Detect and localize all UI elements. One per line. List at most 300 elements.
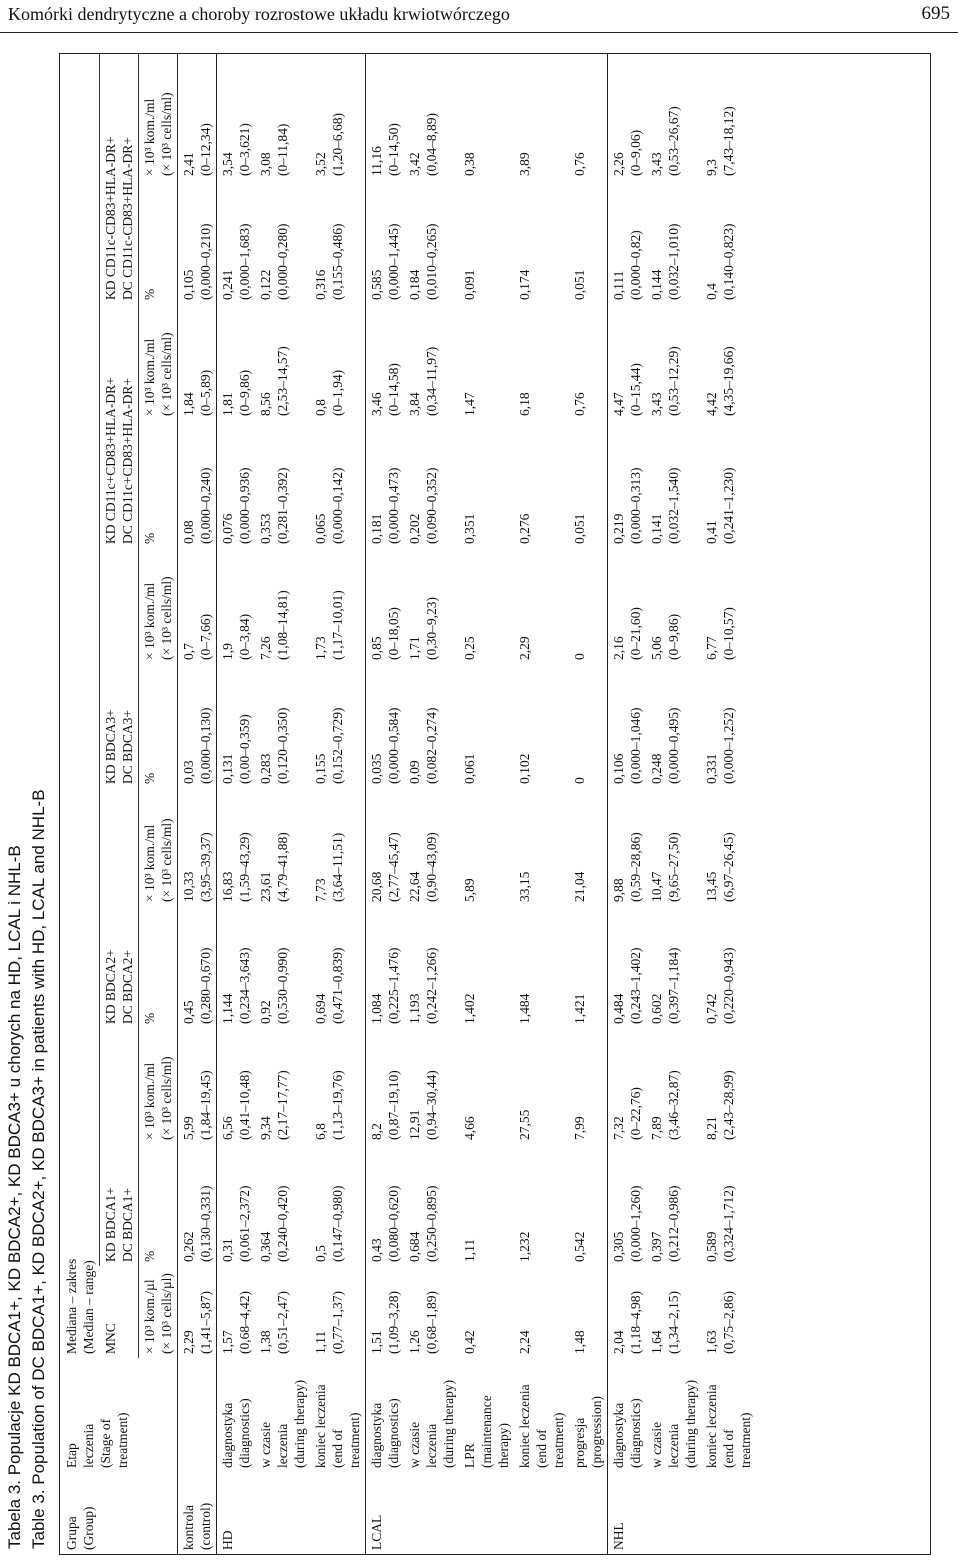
value-cell-line: (0,000–0,495) — [666, 707, 681, 784]
value-cell — [217, 180, 256, 304]
stage-label-line: (diagnostics) — [237, 1398, 252, 1468]
header-unit-percent-line: % — [142, 1012, 157, 1024]
stage-label — [310, 1358, 366, 1472]
value-cell — [404, 906, 459, 1028]
value-cell — [459, 664, 514, 788]
value-cell — [608, 664, 647, 788]
value-cell — [646, 1028, 701, 1144]
header-unit-ml-line: (× 10³ cells/ml) — [159, 1056, 174, 1140]
value-cell-line: 2,26 — [611, 152, 626, 176]
value-cell-line: 0,08 — [181, 520, 196, 544]
rotated-table-block — [5, 45, 945, 1555]
value-cell — [404, 304, 459, 420]
table-row — [404, 54, 459, 1554]
value-cell-line: 1,57 — [220, 1330, 235, 1354]
header-cd83-pos — [100, 304, 139, 548]
value-cell-line: 2,24 — [517, 1330, 532, 1354]
value-cell — [404, 664, 459, 788]
value-cell-line: 1,402 — [462, 993, 477, 1024]
value-cell — [310, 304, 366, 420]
value-cell-line: (0,000–0,936) — [237, 467, 252, 544]
value-cell-line: 1,71 — [407, 636, 422, 660]
value-cell — [608, 304, 647, 420]
group-label — [366, 1472, 608, 1554]
value-cell-line: 1,38 — [258, 1330, 273, 1354]
value-cell-line: 0,484 — [611, 993, 626, 1024]
value-cell — [608, 788, 647, 906]
value-cell-line: 9,34 — [258, 1116, 273, 1140]
value-cell-line: (1,13–19,76) — [330, 1070, 345, 1140]
value-cell — [217, 788, 256, 906]
value-cell — [569, 420, 608, 548]
value-cell-line: (0,130–0,331) — [198, 1185, 213, 1262]
header-unit-ml-line: (× 10³ cells/ml) — [159, 576, 174, 660]
table-row — [608, 54, 647, 1554]
value-cell-line: 7,89 — [649, 1116, 664, 1140]
header-cd83-pos-line: KD CD11c+CD83+HLA-DR+ — [103, 377, 118, 544]
value-cell-line: 1,11 — [462, 1238, 477, 1262]
value-cell — [608, 180, 647, 304]
value-cell — [701, 664, 756, 788]
stage-label-line: leczenia — [666, 1423, 681, 1468]
value-cell — [178, 548, 217, 664]
value-cell-line: 27,55 — [517, 1109, 532, 1140]
stage-label-line: progresja — [572, 1417, 587, 1468]
value-cell — [569, 1144, 608, 1266]
stage-label — [404, 1358, 459, 1472]
value-cell-line: (0,000–0,280) — [275, 223, 290, 300]
header-unit-percent-line: % — [142, 532, 157, 544]
header-unit-percent — [139, 906, 178, 1028]
value-cell-line: 4,42 — [704, 392, 719, 416]
value-cell-line: 0,694 — [313, 993, 328, 1024]
table-row — [178, 54, 217, 1554]
stage-label — [701, 1358, 756, 1472]
value-cell — [255, 420, 310, 548]
header-group-line: Grupa — [64, 1516, 79, 1550]
header-median — [60, 54, 100, 1358]
value-cell-line: 1,51 — [369, 1330, 384, 1354]
value-cell — [255, 548, 310, 664]
value-cell-line: (1,09–3,28) — [386, 1291, 401, 1354]
value-cell-line: 3,84 — [407, 392, 422, 416]
value-cell-line: 0,5 — [313, 1245, 328, 1262]
table-row — [569, 54, 608, 1554]
value-cell-line: 6,18 — [517, 392, 532, 416]
value-cell — [178, 1144, 217, 1266]
value-cell-line: (1,59–43,29) — [237, 832, 252, 902]
table-row — [646, 54, 701, 1554]
group-label-line: NHL — [611, 1522, 626, 1550]
stage-label — [178, 1358, 217, 1472]
value-cell — [701, 54, 756, 180]
value-cell-line: (0–18,05) — [386, 607, 401, 660]
value-cell — [178, 180, 217, 304]
value-cell-line: 0,684 — [407, 1231, 422, 1262]
value-cell — [701, 180, 756, 304]
header-stage-line: Etap — [64, 1443, 79, 1468]
value-cell-line: (1,41–5,87) — [198, 1291, 213, 1354]
value-cell-line: (0,000–0,130) — [198, 707, 213, 784]
stage-label — [608, 1358, 647, 1472]
value-cell — [514, 1144, 569, 1266]
value-cell-line: 2,41 — [181, 152, 196, 176]
value-cell — [217, 1144, 256, 1266]
value-cell — [310, 180, 366, 304]
value-cell-line: 0,141 — [649, 513, 664, 544]
value-cell-line: 0,144 — [649, 269, 664, 300]
stage-label-line: (end of — [721, 1429, 736, 1468]
value-cell-line: 23,61 — [258, 871, 273, 902]
value-cell-line: 1,26 — [407, 1330, 422, 1354]
value-cell-line: 10,47 — [649, 871, 664, 902]
value-cell-line: 0,111 — [611, 270, 626, 300]
value-cell-line: (0,032–1,540) — [666, 467, 681, 544]
value-cell — [217, 1266, 256, 1358]
value-cell — [569, 1028, 608, 1144]
value-cell-line: (7,43–18,12) — [721, 106, 736, 176]
value-cell-line: (0,032–1,010) — [666, 223, 681, 300]
value-cell-line: 0,061 — [462, 753, 477, 784]
header-bdca2-line: DC BDCA2+ — [120, 950, 135, 1024]
value-cell — [217, 906, 256, 1028]
stage-label-line: (progression) — [589, 1396, 604, 1468]
value-cell-line: 0,25 — [462, 636, 477, 660]
value-cell-line: 0,316 — [313, 269, 328, 300]
value-cell-line: 0,45 — [181, 1000, 196, 1024]
value-cell-line: 0,397 — [649, 1231, 664, 1262]
value-cell-line: (0,061–2,372) — [237, 1185, 252, 1262]
value-cell — [646, 420, 701, 548]
value-cell-line: 0,035 — [369, 753, 384, 784]
value-cell — [459, 420, 514, 548]
value-cell — [701, 1028, 756, 1144]
value-cell-line: 0,241 — [220, 269, 235, 300]
value-cell — [569, 54, 608, 180]
value-cell-line: 0,41 — [704, 520, 719, 544]
header-unit-ml-line: (× 10³ cells/ml) — [159, 332, 174, 416]
value-cell — [255, 304, 310, 420]
value-cell — [178, 788, 217, 906]
value-cell-line: (0,140–0,823) — [721, 223, 736, 300]
value-cell — [217, 54, 256, 180]
value-cell-line: 0,106 — [611, 753, 626, 784]
value-cell — [701, 548, 756, 664]
value-cell-line: 0,283 — [258, 753, 273, 784]
value-cell-line: 0,76 — [572, 152, 587, 176]
stage-label-line: diagnostyka — [611, 1402, 626, 1468]
value-cell — [569, 548, 608, 664]
stage-label-line: koniec leczenia — [313, 1384, 328, 1468]
value-cell-line: 4,47 — [611, 392, 626, 416]
value-cell — [217, 664, 256, 788]
value-cell — [608, 1028, 647, 1144]
value-cell-line: 0,92 — [258, 1000, 273, 1024]
header-unit-ml-line: × 10³ kom./ml — [142, 824, 157, 902]
value-cell-line: (0–9,86) — [237, 369, 252, 416]
value-cell-line: 9,3 — [704, 159, 719, 176]
table-row — [366, 54, 405, 1554]
value-cell-line: (0,281–0,392) — [275, 467, 290, 544]
value-cell — [514, 664, 569, 788]
value-cell — [366, 304, 405, 420]
header-unit-ml — [139, 304, 178, 420]
stage-label-line: (during therapy) — [441, 1379, 456, 1468]
value-cell — [701, 1266, 756, 1358]
value-cell — [178, 420, 217, 548]
group-label — [608, 1472, 757, 1554]
value-cell-line: 13,45 — [704, 871, 719, 902]
value-cell-line: 0,7 — [181, 643, 196, 660]
value-cell-line: (0,000–0,584) — [386, 707, 401, 784]
value-cell-line: (0,90–43,09) — [424, 832, 439, 902]
value-cell-line: 0,742 — [704, 993, 719, 1024]
value-cell-line: (1,84–19,45) — [198, 1070, 213, 1140]
group-label — [178, 1472, 217, 1554]
header-bdca2-line: KD BDCA2+ — [103, 949, 118, 1024]
value-cell-line: 0,202 — [407, 513, 422, 544]
value-cell-line: 0,602 — [649, 993, 664, 1024]
running-header — [0, 0, 960, 28]
header-bdca1-line: KD BDCA1+ — [103, 1187, 118, 1262]
value-cell-line: (0,010–0,265) — [424, 223, 439, 300]
stage-label-line: leczenia — [424, 1423, 439, 1468]
value-cell-line: (0,530–0,990) — [275, 947, 290, 1024]
header-bdca2 — [100, 788, 139, 1028]
stage-label — [255, 1358, 310, 1472]
header-group-line: (Group) — [81, 1506, 96, 1550]
header-unit-ml — [139, 1028, 178, 1144]
header-mnc-line: MNC — [102, 1323, 118, 1354]
table-row — [255, 54, 310, 1554]
stage-label-line: (maintenance — [479, 1395, 494, 1468]
value-cell-line: 0,155 — [313, 753, 328, 784]
stage-label-line: (during therapy) — [292, 1379, 307, 1468]
value-cell-line: (0,212–0,986) — [666, 1185, 681, 1262]
value-cell-line: (0,53–12,29) — [666, 346, 681, 416]
value-cell-line: (0,243–1,402) — [628, 947, 643, 1024]
value-cell-line: (0–1,94) — [330, 369, 345, 416]
value-cell — [404, 180, 459, 304]
value-cell-line: 0,589 — [704, 1231, 719, 1262]
value-cell — [366, 664, 405, 788]
value-cell-line: (0,000–1,252) — [721, 707, 736, 784]
value-cell-line: 1,73 — [313, 636, 328, 660]
header-cd83-pos-line: DC CD11c+CD83+HLA-DR+ — [120, 378, 135, 544]
value-cell-line: (0–3,84) — [237, 613, 252, 660]
value-cell-line: 0,184 — [407, 269, 422, 300]
stage-label-line: (diagnostics) — [386, 1398, 401, 1468]
value-cell-line: 0,09 — [407, 760, 422, 784]
value-cell-line: (0,000–1,445) — [386, 223, 401, 300]
value-cell-line: (2,77–45,47) — [386, 832, 401, 902]
value-cell-line: (0,280–0,670) — [198, 947, 213, 1024]
value-cell-line: (0,68–1,89) — [424, 1291, 439, 1354]
header-unit-ml — [139, 548, 178, 664]
value-cell — [701, 1144, 756, 1266]
header-cd83-neg-line: KD CD11c-CD83+HLA-DR+ — [103, 136, 118, 300]
value-cell-line: 0,105 — [181, 269, 196, 300]
value-cell-line: 6,8 — [313, 1123, 328, 1140]
value-cell-line: 0,102 — [517, 753, 532, 784]
stage-label-line: therapy) — [496, 1423, 511, 1468]
value-cell — [310, 788, 366, 906]
value-cell — [608, 906, 647, 1028]
value-cell — [255, 1144, 310, 1266]
value-cell — [459, 1028, 514, 1144]
stage-label-line: koniec leczenia — [517, 1384, 532, 1468]
value-cell — [646, 304, 701, 420]
value-cell-line: (1,08–14,81) — [275, 590, 290, 660]
value-cell-line: (0,53–26,67) — [666, 106, 681, 176]
value-cell — [255, 1028, 310, 1144]
value-cell-line: 5,89 — [462, 878, 477, 902]
header-stage — [60, 1358, 178, 1472]
value-cell — [701, 906, 756, 1028]
value-cell — [217, 1028, 256, 1144]
page-number: 695 — [921, 3, 950, 24]
value-cell-line: 0,091 — [462, 269, 477, 300]
group-label-line: kontrola — [181, 1505, 196, 1550]
value-cell-line: (0,59–28,86) — [628, 832, 643, 902]
value-cell-line: 8,56 — [258, 392, 273, 416]
value-cell-line: 1,144 — [220, 993, 235, 1024]
header-unit-mnc-line: × 10³ kom./µl — [142, 1279, 157, 1354]
stage-label-line: LPR — [462, 1443, 477, 1468]
stage-label — [459, 1358, 514, 1472]
header-unit-percent-line: % — [142, 1250, 157, 1262]
value-cell-line: 3,52 — [313, 152, 328, 176]
header-median-line: Mediana – zakres — [64, 1258, 79, 1354]
caption-polish: Tabela 3. Populacje KD BDCA1+, KD BDCA2+, KD BDCA3+ u chorych na HD, LCAL i NHL-B — [5, 845, 24, 1549]
value-cell — [178, 664, 217, 788]
value-cell-line: 1,47 — [462, 392, 477, 416]
value-cell — [310, 420, 366, 548]
value-cell-line: (0,41–10,48) — [237, 1070, 252, 1140]
stage-label-line: treatment) — [347, 1412, 362, 1468]
value-cell — [404, 1266, 459, 1358]
value-cell — [404, 1028, 459, 1144]
header-unit-percent-line: % — [142, 772, 157, 784]
value-cell-line: 3,89 — [517, 152, 532, 176]
value-cell-line: 5,06 — [649, 636, 664, 660]
header-unit-ml-line: × 10³ kom./ml — [142, 1062, 157, 1140]
value-cell-line: 0,43 — [369, 1238, 384, 1262]
value-cell-line: (0,242–1,266) — [424, 947, 439, 1024]
group-label-line: LCAL — [369, 1514, 384, 1550]
header-unit-percent — [139, 1144, 178, 1266]
value-cell-line: (0,00–0,359) — [237, 714, 252, 784]
value-cell — [608, 54, 647, 180]
header-mnc — [100, 1266, 139, 1358]
value-cell-line: 8,2 — [369, 1123, 384, 1140]
value-cell-line: (3,64–11,51) — [330, 832, 345, 902]
value-cell-line: (0–10,57) — [721, 607, 736, 660]
value-cell-line: 0,331 — [704, 753, 719, 784]
header-unit-mnc-line: (× 10³ cells/µl) — [159, 1273, 174, 1354]
value-cell-line: (0,471–0,839) — [330, 947, 345, 1024]
value-cell — [366, 788, 405, 906]
value-cell — [310, 54, 366, 180]
value-cell-line: 21,04 — [572, 871, 587, 902]
value-cell-line: 33,15 — [517, 871, 532, 902]
value-cell — [404, 1144, 459, 1266]
value-cell-line: (0,34–11,97) — [424, 346, 439, 416]
value-cell — [646, 54, 701, 180]
value-cell — [514, 788, 569, 906]
caption-english: Table 3. Population of DC BDCA1+, KD BDCA2+, KD BDCA3+ in patients with HD, LCAL and NHL-B — [29, 789, 48, 1549]
value-cell-line: 2,29 — [181, 1330, 196, 1354]
stage-label-line: leczenia — [275, 1423, 290, 1468]
value-cell-line: (1,20–6,68) — [330, 113, 345, 176]
value-cell-line: (0,250–0,895) — [424, 1185, 439, 1262]
header-unit-percent — [139, 180, 178, 304]
value-cell-line: 0,181 — [369, 513, 384, 544]
value-cell — [608, 1266, 647, 1358]
value-cell-line: (0,87–19,10) — [386, 1070, 401, 1140]
value-cell-line: 7,32 — [611, 1116, 626, 1140]
value-cell-line: 0,364 — [258, 1231, 273, 1262]
value-cell — [366, 1028, 405, 1144]
value-cell-line: 0,42 — [462, 1330, 477, 1354]
value-cell — [608, 420, 647, 548]
value-cell-line: 16,83 — [220, 871, 235, 902]
value-cell — [178, 1266, 217, 1358]
stage-label-line: (during therapy) — [683, 1379, 698, 1468]
value-cell-line: 0,76 — [572, 392, 587, 416]
value-cell-line: (0–14,58) — [386, 363, 401, 416]
value-cell-line: 4,66 — [462, 1116, 477, 1140]
stage-label-line: diagnostyka — [220, 1402, 235, 1468]
value-cell-line: 0,051 — [572, 513, 587, 544]
value-cell — [569, 664, 608, 788]
value-cell-line: (0–5,89) — [198, 369, 213, 416]
value-cell-line: 1,232 — [517, 1231, 532, 1262]
header-rule — [0, 32, 958, 33]
value-cell — [178, 54, 217, 180]
value-cell-line: (0,000–0,240) — [198, 467, 213, 544]
header-group — [60, 1472, 178, 1554]
table-row — [217, 54, 256, 1554]
value-cell — [366, 548, 405, 664]
stage-label-line: w czasie — [649, 1421, 664, 1468]
table-row — [701, 54, 756, 1554]
value-cell — [701, 788, 756, 906]
value-cell — [255, 664, 310, 788]
value-cell-line: (0,234–3,643) — [237, 947, 252, 1024]
value-cell-line: 3,46 — [369, 392, 384, 416]
value-cell-line: 11,16 — [369, 146, 384, 176]
value-cell-line: 0,131 — [220, 753, 235, 784]
value-cell-line: 0 — [572, 777, 587, 784]
stage-label-line: (diagnostics) — [628, 1398, 643, 1468]
value-cell — [217, 548, 256, 664]
value-cell — [255, 180, 310, 304]
value-cell — [310, 1266, 366, 1358]
value-cell — [459, 1144, 514, 1266]
value-cell — [646, 664, 701, 788]
value-cell-line: (0,152–0,729) — [330, 707, 345, 784]
value-cell-line: (0,080–0,620) — [386, 1185, 401, 1262]
value-cell — [514, 180, 569, 304]
value-cell-line: 22,64 — [407, 871, 422, 902]
value-cell-line: 3,54 — [220, 152, 235, 176]
header-unit-ml — [139, 54, 178, 180]
stage-label — [217, 1358, 256, 1472]
header-bdca3 — [100, 548, 139, 788]
header-unit-ml — [139, 788, 178, 906]
header-unit-percent — [139, 664, 178, 788]
